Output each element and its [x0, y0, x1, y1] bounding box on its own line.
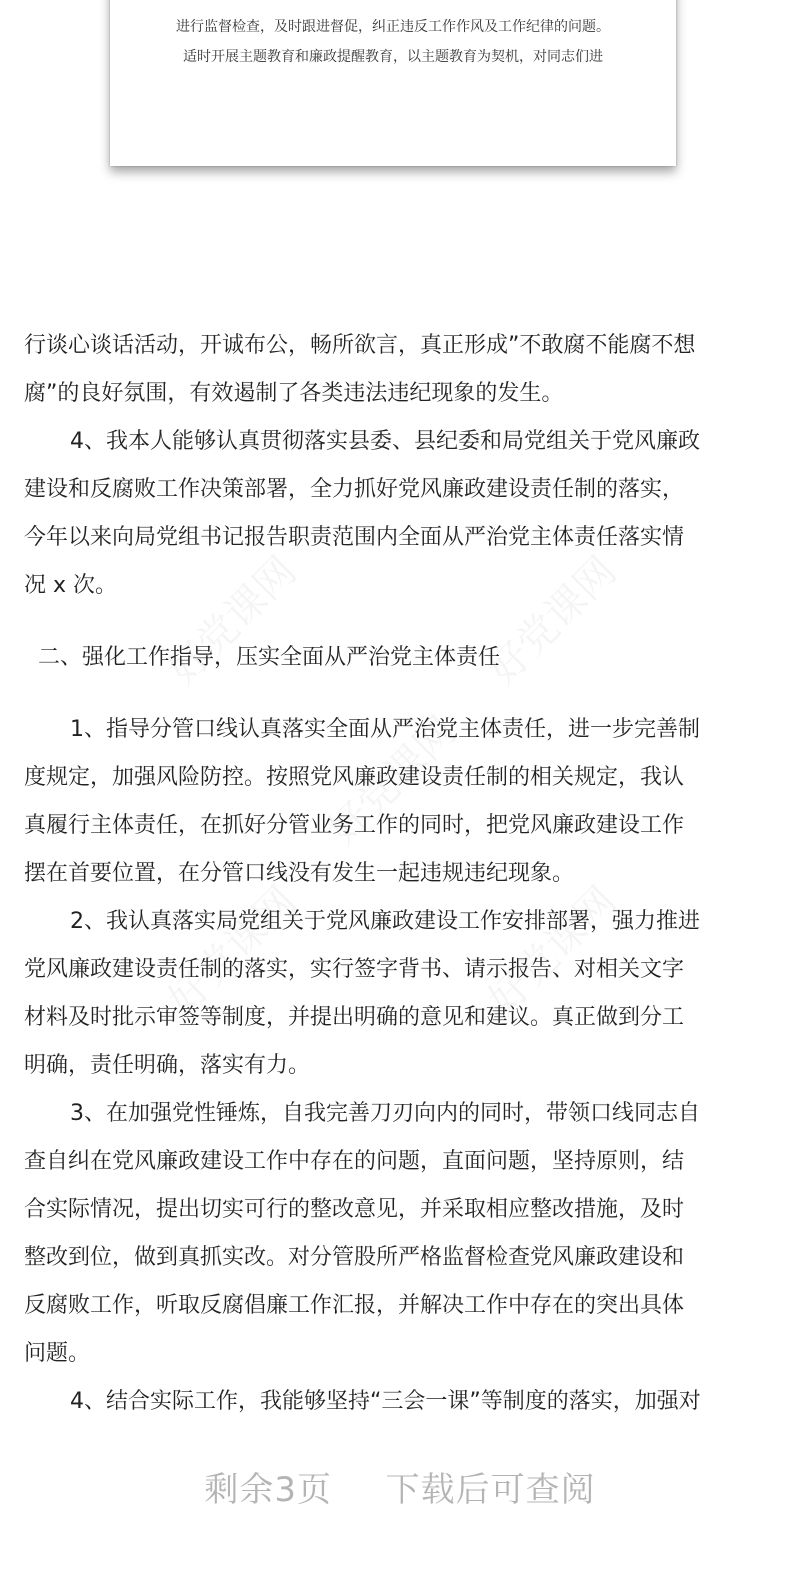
- document-body: [24, 322, 776, 1426]
- text-line: 摆在首要位置，在分管口线没有发生一起违规违纪现象。: [24, 861, 575, 886]
- text-line: 建设和反腐败工作决策部署，全力抓好党风廉政建设责任制的落实，: [24, 477, 685, 502]
- text-line: 况 x 次。: [24, 573, 118, 598]
- text-line: 问题。: [24, 1341, 91, 1366]
- text-line: 1、指导分管口线认真落实全面从严治党主体责任，进一步完善制: [70, 717, 700, 742]
- text-line: 查自纠在党风廉政建设工作中存在的问题，直面问题，坚持原则，结: [24, 1149, 685, 1174]
- text-line: 合实际情况，提出切实可行的整改意见，并采取相应整改措施，及时: [24, 1197, 685, 1222]
- text-line: 整改到位，做到真抓实改。对分管股所严格监督检查党风廉政建设和: [24, 1245, 685, 1270]
- download-prompt[interactable]: [0, 1462, 800, 1511]
- text-line: 明确，责任明确，落实有力。: [24, 1053, 311, 1078]
- section-heading: 二、强化工作指导，压实全面从严治党主体责任: [38, 645, 501, 670]
- remaining-pages-label: 剩余3页: [204, 1470, 332, 1510]
- preview-line: 进行监督检查，及时跟进督促，纠正违反工作作风及工作纪律的问题。: [176, 19, 610, 35]
- text-line: 行谈心谈话活动，开诚布公，畅所欲言，真正形成”不敢腐不能腐不想: [24, 333, 696, 358]
- text-line: 4、我本人能够认真贯彻落实县委、县纪委和局党组关于党风廉政: [70, 429, 700, 454]
- preview-line: 适时开展主题教育和廉政提醒教育，以主题教育为契机，对同志们进: [183, 49, 603, 65]
- text-line: 3、在加强党性锤炼，自我完善刀刃向内的同时，带领口线同志自: [70, 1101, 700, 1126]
- text-line: 度规定，加强风险防控。按照党风廉政建设责任制的相关规定，我认: [24, 765, 685, 790]
- text-line: 腐”的良好氛围，有效遏制了各类违法违纪现象的发生。: [24, 381, 564, 406]
- download-to-view-label[interactable]: 下载后可查阅: [385, 1470, 596, 1510]
- text-line: 今年以来向局党组书记报告职责范围内全面从严治党主体责任落实情: [24, 525, 685, 550]
- text-line: 2、我认真落实局党组关于党风廉政建设工作安排部署，强力推进: [70, 909, 700, 934]
- text-line: 材料及时批示审签等制度，并提出明确的意见和建议。真正做到分工: [24, 1005, 685, 1030]
- text-line: 4、结合实际工作，我能够坚持“三会一课”等制度的落实，加强对: [70, 1389, 701, 1414]
- text-line: 反腐败工作，听取反腐倡廉工作汇报，并解决工作中存在的突出具体: [24, 1293, 685, 1318]
- text-line: 真履行主体责任，在抓好分管业务工作的同时，把党风廉政建设工作: [24, 813, 685, 838]
- document-preview-card: [110, 0, 676, 166]
- text-line: 党风廉政建设责任制的落实，实行签字背书、请示报告、对相关文字: [24, 957, 685, 982]
